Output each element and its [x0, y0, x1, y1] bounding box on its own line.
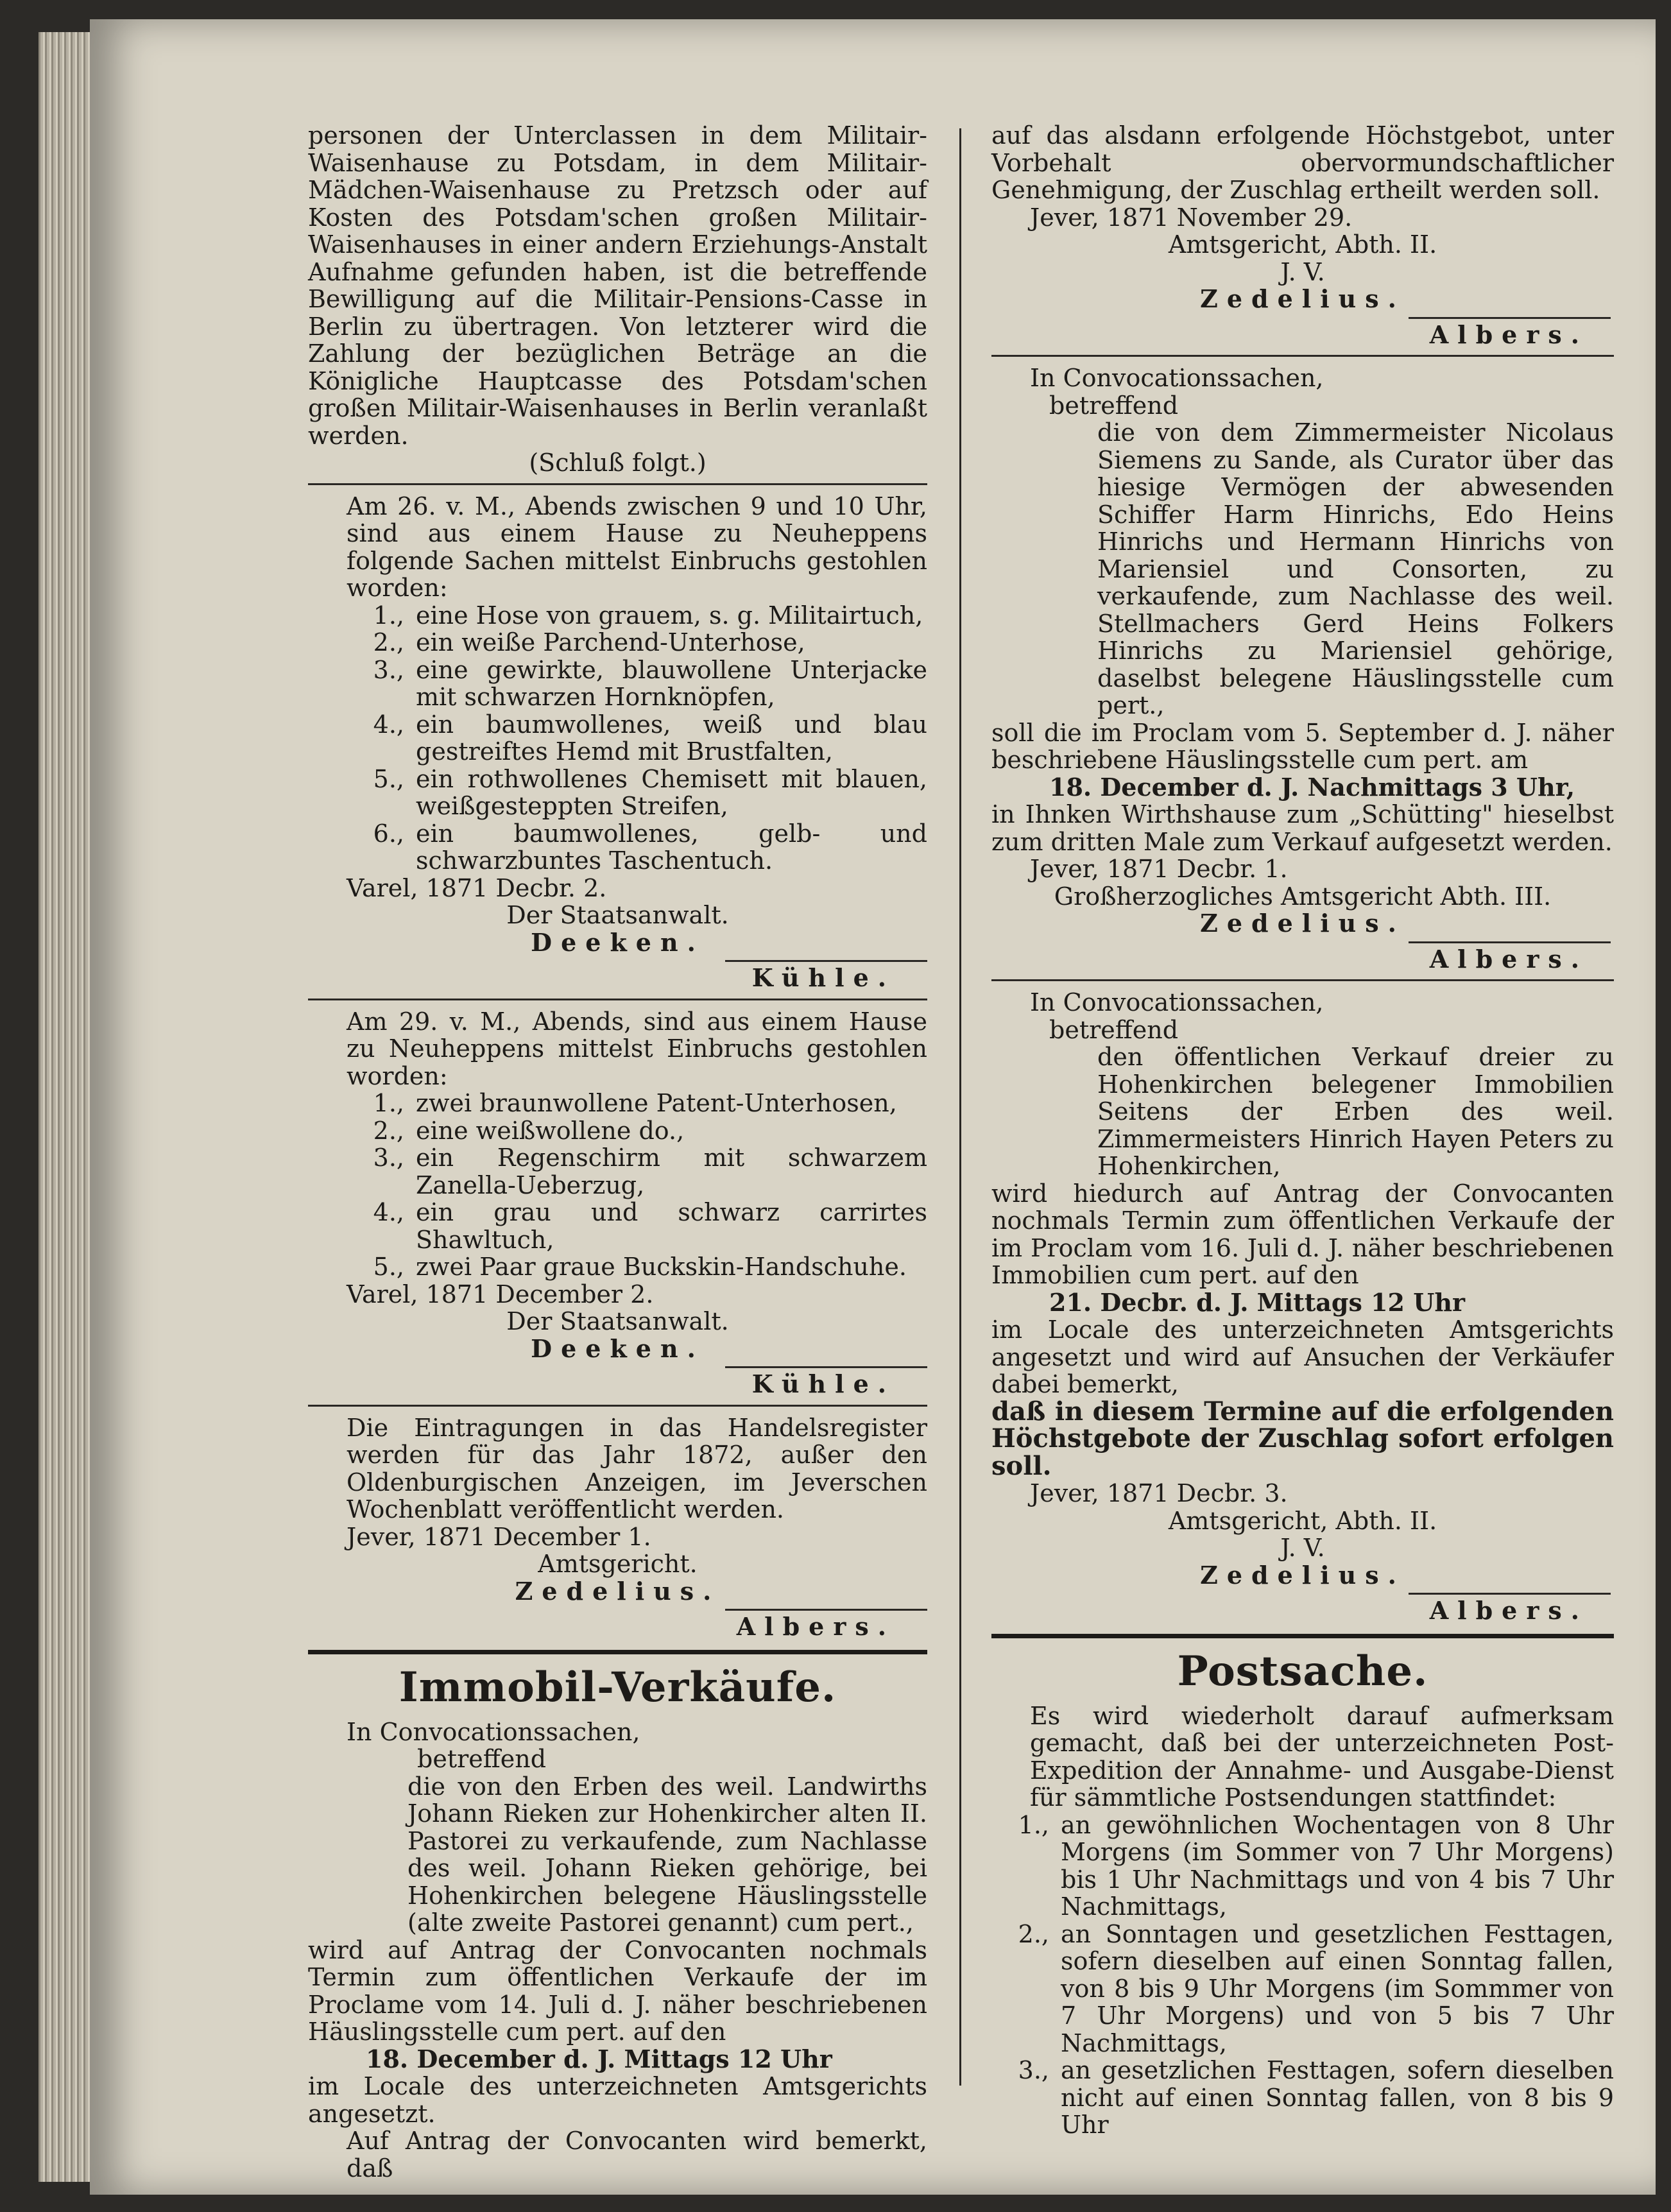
list-item: 2., ein weiße Parchend-Unterhose, — [373, 628, 805, 656]
signature-rule — [1409, 1593, 1611, 1595]
signature-name: Albers. — [1429, 320, 1588, 349]
convocation-text: wird hiedurch auf Antrag der Convocanten nochmals Termin zum öffentlichen Verkaufe der im Proclam vom 16. Juli d. J. näher beschriebenen Immobilien cum pert. auf den — [991, 1179, 1614, 1289]
convocation-body: den öffentlichen Verkauf dreier zu Hohenkirchen belegener Immobilien Seitens der Erben des weil. Zimmermeisters Hinrich Hayen Peters zu Hohenkirchen, — [1097, 1043, 1614, 1180]
convocation-line: In Convocationssachen, — [1030, 364, 1324, 392]
signature-name: Zedelius. — [515, 1576, 721, 1606]
divider — [991, 979, 1614, 981]
convocation-line: In Convocationssachen, — [347, 1717, 640, 1746]
office: Der Staatsanwalt. — [506, 901, 729, 929]
place-date: Jever, 1871 November 29. — [1030, 203, 1353, 232]
theft-notice-2-intro: Am 29. v. M., Abends, sind aus einem Hause zu Neuheppens mittelst Einbruchs gestohlen worden: — [347, 1007, 927, 1090]
list-item: 3., ein Regenschirm mit schwarzem Zanella-Ueberzug, — [373, 1144, 927, 1199]
place-date: Jever, 1871 December 1. — [347, 1522, 651, 1551]
place-date: Jever, 1871 Decbr. 1. — [1030, 855, 1288, 883]
list-item: 3., eine gewirkte, blauwollene Unterjacke mit schwarzen Hornknöpfen, — [373, 655, 927, 711]
signature-rule — [725, 1366, 927, 1368]
section-divider — [991, 1634, 1614, 1638]
right-column — [991, 122, 1614, 2139]
signature-name: Albers. — [736, 1612, 895, 1641]
office: Großherzogliches Amtsgericht Abth. III. — [1054, 882, 1552, 911]
convocation-body: die von den Erben des weil. Landwirths Johann Rieken zur Hohenkircher alten II. Pastorei zu verkaufende, zum Nachlasse des weil. Johann Rieken gehörige, bei Hohenkirchen belegene Häuslingsstelle (alte zweite Pastorei genannt) cum pert., — [407, 1772, 927, 1937]
list-item: 2., eine weißwollene do., — [373, 1116, 685, 1145]
list-item: 6., ein baumwollenes, gelb- und schwarzbuntes Taschentuch. — [373, 819, 927, 875]
list-item: 1., an gewöhnlichen Wochentagen von 8 Uhr Morgens (im Sommer von 7 Uhr Morgens) bis 1 Uhr Nachmittags und von 4 bis 7 Uhr Nachmittags, — [1018, 1810, 1614, 1921]
signature-name: Deeken. — [531, 1333, 705, 1363]
list-item: 5., ein rothwollenes Chemisett mit blauen, weißgesteppten Streifen, — [373, 764, 927, 820]
divider — [991, 355, 1614, 357]
convocation-text: wird auf Antrag der Convocanten nochmals Termin zum öffentlichen Verkaufe der im Proclame vom 14. Juli d. J. näher beschriebenen Häuslingsstelle cum pert. auf den — [308, 1935, 927, 2046]
register-notice: Die Eintragungen in das Handelsregister werden für das Jahr 1872, außer den Oldenburgischen Anzeigen, im Jeverschen Wochenblatt veröffentlicht werden. — [347, 1413, 927, 1523]
convocation-body: die von dem Zimmermeister Nicolaus Siemens zu Sande, als Curator über das hiesige Vermögen der abwesenden Schiffer Harm Hinrichs, Edo Heins Hinrichs und Hermann Hinrichs von Mariensiel und Consorten, zu verkaufende, zum Nachlasse des weil. Stellmachers Gerd Heins Folkers Hinrichs zu Mariensiel gehörige, daselbst belegene Häuslingsstelle cum pert., — [1097, 418, 1614, 719]
signature-name: Deeken. — [531, 927, 705, 957]
signature-name: Zedelius. — [1200, 284, 1405, 313]
convocation-text: Auf Antrag der Convocanten wird bemerkt, daß — [347, 2127, 927, 2182]
continued-text: auf das alsdann erfolgende Höchstgebot, unter Vorbehalt obervormundschaftlicher Genehmigung, der Zuschlag ertheilt werden soll. — [991, 121, 1614, 204]
signature-name: Albers. — [1429, 1596, 1588, 1625]
list-item: 5., zwei Paar graue Buckskin-Handschuhe. — [373, 1253, 907, 1281]
convocation-line: betreffend — [1049, 391, 1179, 420]
list-item: 2., an Sonntagen und gesetzlichen Festtagen, sofern dieselben auf einen Sonntag fallen, von 8 bis 9 Uhr Morgens (im Sommmer von 7 Uhr Morgens) und von 5 bis 7 Uhr Nachmittags, — [1018, 1919, 1614, 2057]
place-date: Varel, 1871 December 2. — [347, 1280, 654, 1308]
post-notice-intro: Es wird wiederholt darauf aufmerksam gemacht, daß bei der unterzeichneten Post-Expedition der Annahme- und Ausgabe-Dienst für sämmtliche Postsendungen stattfindet: — [1030, 1701, 1614, 1812]
left-column — [308, 122, 927, 2182]
office: Amtsgericht. — [538, 1550, 698, 1578]
office: Der Staatsanwalt. — [506, 1307, 729, 1335]
list-item: 4., ein baumwollenes, weiß und blau gestreiftes Hemd mit Brustfalten, — [373, 710, 927, 766]
place-date: Jever, 1871 Decbr. 3. — [1030, 1479, 1288, 1507]
convocation-text: im Locale des unterzeichneten Amtsgerichts angesetzt. — [308, 2072, 927, 2128]
auction-date: 18. December d. J. Nachmittags 3 Uhr, — [1049, 772, 1575, 802]
signature-name: Kühle. — [751, 1369, 895, 1398]
continued-note: (Schluß folgt.) — [529, 449, 707, 477]
signature-iv: J. V. — [1280, 257, 1325, 286]
divider — [308, 999, 927, 1000]
section-heading: Immobil-Verkäufe. — [398, 1663, 837, 1711]
signature-rule — [1409, 317, 1611, 319]
signature-name: Kühle. — [751, 963, 895, 992]
convocation-line: betreffend — [417, 1745, 547, 1773]
auction-date: 21. Decbr. d. J. Mittags 12 Uhr — [1049, 1287, 1466, 1317]
list-item: 1., zwei braunwollene Patent-Unterhosen, — [373, 1089, 897, 1117]
signature-rule — [1409, 941, 1611, 943]
signature-name: Zedelius. — [1200, 1560, 1405, 1590]
list-item: 1., eine Hose von grauem, s. g. Militairtuch, — [373, 601, 923, 630]
divider — [308, 1405, 927, 1407]
convocation-line: betreffend — [1049, 1015, 1179, 1044]
emphasized-text: daß in diesem Termine auf die erfolgenden Höchstgebote der Zuschlag sofort erfolgen soll. — [991, 1396, 1614, 1481]
convocation-line: In Convocationssachen, — [1030, 988, 1324, 1016]
list-item: 3., an gesetzlichen Festtagen, sofern dieselben nicht auf einen Sonntag fallen, von 8 bis 9 Uhr — [1018, 2056, 1614, 2139]
continued-text: personen der Unterclassen in dem Militair-Waisenhause zu Potsdam, in dem Militair-Mädchen-Waisenhause zu Pretzsch oder auf Kosten des Potsdam'schen großen Militair-Waisenhauses in einer andern Erziehungs-Anstalt Aufnahme gefunden haben, ist die betreffende Bewilligung auf die Militair-Pensions-Casse in Berlin zu übertragen. Von letzterer wird die Zahlung der bezüglichen Beträge an die Königliche Hauptcasse des Potsdam'schen großen Militair-Waisenhauses in Berlin veranlaßt werden. — [308, 121, 927, 450]
section-divider — [308, 1650, 927, 1654]
signature-iv: J. V. — [1280, 1534, 1325, 1562]
convocation-text: soll die im Proclam vom 5. September d. J. näher beschriebene Häuslingsstelle cum pert. am — [991, 718, 1614, 774]
signature-name: Albers. — [1429, 944, 1588, 973]
section-heading: Postsache. — [1177, 1647, 1428, 1695]
auction-date: 18. December d. J. Mittags 12 Uhr — [366, 2044, 832, 2073]
column-divider — [959, 128, 961, 2086]
list-item: 4., ein grau und schwarz carrirtes Shawltuch, — [373, 1198, 927, 1254]
theft-notice-1-intro: Am 26. v. M., Abends zwischen 9 und 10 Uhr, sind aus einem Hause zu Neuheppens folgende Sachen mittelst Einbruchs gestohlen worden: — [347, 492, 927, 602]
office: Amtsgericht, Abth. II. — [1168, 1506, 1437, 1535]
convocation-text: im Locale des unterzeichneten Amtsgerichts angesetzt und wird auf Ansuchen der Verkäufer dabei bemerkt, — [991, 1316, 1614, 1398]
convocation-text: in Ihnken Wirthshause zum „Schütting" hieselbst zum dritten Male zum Verkauf aufgesetzt werden. — [991, 800, 1614, 856]
signature-name: Zedelius. — [1200, 909, 1405, 938]
divider — [308, 483, 927, 485]
signature-rule — [725, 1609, 927, 1611]
office: Amtsgericht, Abth. II. — [1168, 230, 1437, 259]
signature-rule — [725, 960, 927, 962]
place-date: Varel, 1871 Decbr. 2. — [347, 873, 607, 902]
